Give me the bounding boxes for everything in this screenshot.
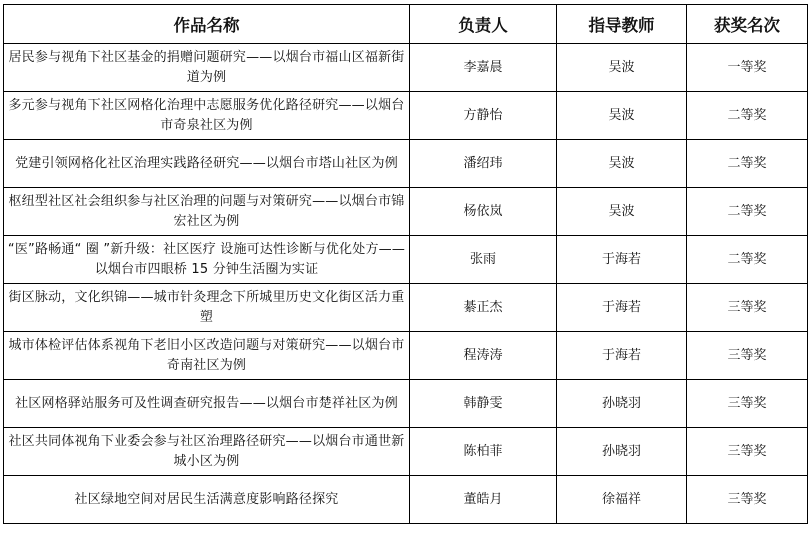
leader-cell: 綦正杰 — [410, 284, 557, 332]
leader-cell: 李嘉晨 — [410, 44, 557, 92]
table-header-row — [4, 5, 808, 44]
advisor-cell: 吴波 — [557, 44, 687, 92]
work-title-cell: 社区绿地空间对居民生活满意度影响路径探究 — [4, 476, 410, 524]
award-cell: 二等奖 — [687, 140, 808, 188]
leader-cell: 张雨 — [410, 236, 557, 284]
table-row — [4, 236, 808, 284]
leader-cell: 董皓月 — [410, 476, 557, 524]
advisor-cell: 于海若 — [557, 332, 687, 380]
advisor-cell: 吴波 — [557, 188, 687, 236]
award-cell: 三等奖 — [687, 476, 808, 524]
work-title-cell: “医”路畅通“ 圈 ”新升级：社区医疗 设施可达性诊断与优化处方——以烟台市四眼桥 15 分钟生活圈为实证 — [4, 236, 410, 284]
work-title-cell: 党建引领网格化社区治理实践路径研究——以烟台市塔山社区为例 — [4, 140, 410, 188]
header-advisor: 指导教师 — [557, 5, 687, 44]
award-cell: 三等奖 — [687, 284, 808, 332]
work-title-cell: 街区脉动，文化织锦——城市针灸理念下所城里历史文化街区活力重塑 — [4, 284, 410, 332]
leader-cell: 程涛涛 — [410, 332, 557, 380]
table-row — [4, 332, 808, 380]
advisor-cell: 孙晓羽 — [557, 380, 687, 428]
leader-cell: 韩静雯 — [410, 380, 557, 428]
advisor-cell: 吴波 — [557, 140, 687, 188]
leader-cell: 潘绍玮 — [410, 140, 557, 188]
work-title-cell: 社区网格驿站服务可及性调查研究报告——以烟台市楚祥社区为例 — [4, 380, 410, 428]
table-row — [4, 428, 808, 476]
awards-table — [3, 4, 808, 524]
table-row — [4, 476, 808, 524]
award-cell: 三等奖 — [687, 428, 808, 476]
advisor-cell: 于海若 — [557, 236, 687, 284]
work-title-cell: 城市体检评估体系视角下老旧小区改造问题与对策研究——以烟台市奇南社区为例 — [4, 332, 410, 380]
work-title-cell: 社区共同体视角下业委会参与社区治理路径研究——以烟台市通世新城小区为例 — [4, 428, 410, 476]
leader-cell: 杨依岚 — [410, 188, 557, 236]
header-award: 获奖名次 — [687, 5, 808, 44]
award-cell: 二等奖 — [687, 92, 808, 140]
advisor-cell: 徐福祥 — [557, 476, 687, 524]
award-cell: 二等奖 — [687, 188, 808, 236]
header-work-title: 作品名称 — [4, 5, 410, 44]
award-cell: 二等奖 — [687, 236, 808, 284]
table-row — [4, 140, 808, 188]
header-leader: 负责人 — [410, 5, 557, 44]
award-cell: 三等奖 — [687, 332, 808, 380]
table-row — [4, 284, 808, 332]
work-title-cell: 枢纽型社区社会组织参与社区治理的问题与对策研究——以烟台市锦宏社区为例 — [4, 188, 410, 236]
advisor-cell: 于海若 — [557, 284, 687, 332]
table-row — [4, 92, 808, 140]
work-title-cell: 多元参与视角下社区网格化治理中志愿服务优化路径研究——以烟台市奇泉社区为例 — [4, 92, 410, 140]
award-cell: 三等奖 — [687, 380, 808, 428]
award-cell: 一等奖 — [687, 44, 808, 92]
table-row — [4, 380, 808, 428]
leader-cell: 陈柏菲 — [410, 428, 557, 476]
leader-cell: 方静怡 — [410, 92, 557, 140]
table-row — [4, 44, 808, 92]
advisor-cell: 吴波 — [557, 92, 687, 140]
table-row — [4, 188, 808, 236]
advisor-cell: 孙晓羽 — [557, 428, 687, 476]
work-title-cell: 居民参与视角下社区基金的捐赠问题研究——以烟台市福山区福新街道为例 — [4, 44, 410, 92]
